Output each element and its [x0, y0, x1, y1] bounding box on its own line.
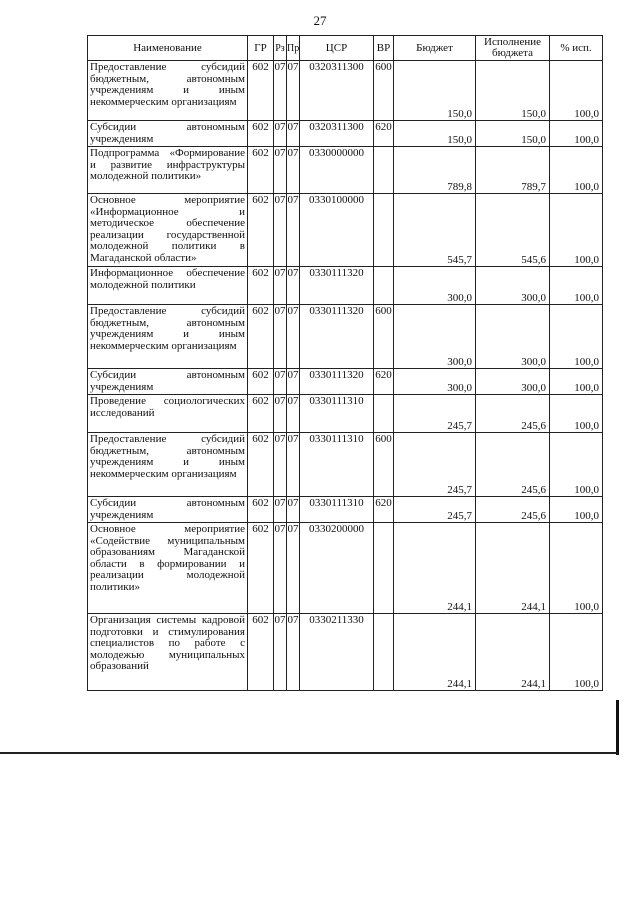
- header-budget: Бюджет: [394, 36, 476, 61]
- cell-pct: 100,0: [550, 267, 603, 305]
- cell-pr: 07: [287, 433, 300, 497]
- cell-csr: 0330111320: [300, 305, 374, 369]
- header-rz: Рз: [274, 36, 287, 61]
- cell-budget: 245,7: [394, 433, 476, 497]
- cell-csr: 0330211330: [300, 614, 374, 691]
- cell-csr: 0330111320: [300, 267, 374, 305]
- cell-budget: 150,0: [394, 61, 476, 121]
- cell-pr: 07: [287, 61, 300, 121]
- cell-budget: 545,7: [394, 194, 476, 267]
- cell-budget: 244,1: [394, 523, 476, 614]
- cell-name: Проведение социологических исследований: [88, 395, 248, 433]
- cell-vr: 600: [374, 61, 394, 121]
- cell-budget: 150,0: [394, 121, 476, 147]
- cell-gr: 602: [248, 267, 274, 305]
- budget-table: [87, 35, 603, 691]
- table-row: [88, 267, 603, 305]
- cell-name: Подпрограмма «Формирование и развитие инфраструктуры молодежной политики»: [88, 147, 248, 194]
- cell-vr: 620: [374, 497, 394, 523]
- cell-execution: 300,0: [476, 369, 550, 395]
- cell-csr: 0330111320: [300, 369, 374, 395]
- cell-name: Предоставление субсидий бюджетным, автономным учреждениям и иным некоммерческим организациям: [88, 305, 248, 369]
- table-row: [88, 121, 603, 147]
- cell-csr: 0320311300: [300, 61, 374, 121]
- cell-pr: 07: [287, 121, 300, 147]
- cell-vr: [374, 267, 394, 305]
- cell-pr: 07: [287, 369, 300, 395]
- cell-gr: 602: [248, 147, 274, 194]
- scan-bottom-line: [0, 752, 618, 754]
- cell-gr: 602: [248, 614, 274, 691]
- scan-edge-line: [616, 700, 619, 755]
- cell-budget: 300,0: [394, 369, 476, 395]
- cell-execution: 300,0: [476, 267, 550, 305]
- cell-pct: 100,0: [550, 194, 603, 267]
- table-row: [88, 395, 603, 433]
- cell-budget: 245,7: [394, 395, 476, 433]
- cell-rz: 07: [274, 523, 287, 614]
- page-number: 27: [313, 13, 327, 28]
- cell-pr: 07: [287, 395, 300, 433]
- cell-name: Основное мероприятие «Информационное и методическое обеспечение реализации государственной молодежной политики в Магаданской области»: [88, 194, 248, 267]
- header-vr: ВР: [374, 36, 394, 61]
- cell-gr: 602: [248, 61, 274, 121]
- cell-name: Предоставление субсидий бюджетным, автономным учреждениям и иным некоммерческим организациям: [88, 61, 248, 121]
- cell-pr: 07: [287, 194, 300, 267]
- cell-vr: 620: [374, 121, 394, 147]
- cell-csr: 0330100000: [300, 194, 374, 267]
- cell-vr: [374, 395, 394, 433]
- cell-execution: 300,0: [476, 305, 550, 369]
- cell-execution: 245,6: [476, 433, 550, 497]
- cell-rz: 07: [274, 61, 287, 121]
- cell-vr: [374, 147, 394, 194]
- table-row: [88, 497, 603, 523]
- cell-vr: 620: [374, 369, 394, 395]
- table-row: [88, 369, 603, 395]
- cell-name: Субсидии автономным учреждениям: [88, 369, 248, 395]
- cell-gr: 602: [248, 369, 274, 395]
- cell-pct: 100,0: [550, 433, 603, 497]
- cell-pct: 100,0: [550, 523, 603, 614]
- cell-rz: 07: [274, 267, 287, 305]
- header-name: Наименование: [88, 36, 248, 61]
- cell-vr: 600: [374, 433, 394, 497]
- cell-rz: 07: [274, 194, 287, 267]
- table-row: [88, 61, 603, 121]
- table-row: [88, 433, 603, 497]
- cell-execution: 245,6: [476, 497, 550, 523]
- header-pr: Пр: [287, 36, 300, 61]
- cell-rz: 07: [274, 121, 287, 147]
- cell-budget: 300,0: [394, 305, 476, 369]
- cell-execution: 244,1: [476, 614, 550, 691]
- cell-vr: 600: [374, 305, 394, 369]
- cell-name: Предоставление субсидий бюджетным, автономным учреждениям и иным некоммерческим организациям: [88, 433, 248, 497]
- header-pct: % исп.: [550, 36, 603, 61]
- cell-execution: 150,0: [476, 121, 550, 147]
- cell-execution: 545,6: [476, 194, 550, 267]
- cell-pct: 100,0: [550, 305, 603, 369]
- cell-execution: 244,1: [476, 523, 550, 614]
- cell-pct: 100,0: [550, 121, 603, 147]
- cell-name: Информационное обеспечение молодежной политики: [88, 267, 248, 305]
- cell-name: Субсидии автономным учреждениям: [88, 121, 248, 147]
- cell-pct: 100,0: [550, 395, 603, 433]
- cell-pct: 100,0: [550, 614, 603, 691]
- cell-pct: 100,0: [550, 497, 603, 523]
- cell-rz: 07: [274, 497, 287, 523]
- cell-budget: 245,7: [394, 497, 476, 523]
- cell-csr: 0330111310: [300, 497, 374, 523]
- cell-execution: 245,6: [476, 395, 550, 433]
- cell-vr: [374, 194, 394, 267]
- table-row: [88, 614, 603, 691]
- cell-budget: 789,8: [394, 147, 476, 194]
- cell-execution: 789,7: [476, 147, 550, 194]
- header-gr: ГР: [248, 36, 274, 61]
- cell-gr: 602: [248, 523, 274, 614]
- table-header-row: [88, 36, 603, 61]
- table-row: [88, 147, 603, 194]
- cell-csr: 0330000000: [300, 147, 374, 194]
- cell-gr: 602: [248, 194, 274, 267]
- cell-pr: 07: [287, 305, 300, 369]
- cell-budget: 244,1: [394, 614, 476, 691]
- cell-csr: 0330200000: [300, 523, 374, 614]
- cell-gr: 602: [248, 497, 274, 523]
- cell-csr: 0320311300: [300, 121, 374, 147]
- cell-gr: 602: [248, 121, 274, 147]
- cell-pct: 100,0: [550, 147, 603, 194]
- cell-gr: 602: [248, 433, 274, 497]
- header-csr: ЦСР: [300, 36, 374, 61]
- cell-rz: 07: [274, 433, 287, 497]
- cell-rz: 07: [274, 369, 287, 395]
- cell-rz: 07: [274, 147, 287, 194]
- cell-csr: 0330111310: [300, 433, 374, 497]
- cell-csr: 0330111310: [300, 395, 374, 433]
- table-row: [88, 305, 603, 369]
- cell-pr: 07: [287, 614, 300, 691]
- cell-name: Организация системы кадровой подготовки и стимулирования специалистов по работе с молодежью муниципальных образований: [88, 614, 248, 691]
- cell-rz: 07: [274, 305, 287, 369]
- cell-budget: 300,0: [394, 267, 476, 305]
- cell-name: Основное мероприятие «Содействие муниципальным образованиям Магаданской области в формировании и реализации молодежной политики»: [88, 523, 248, 614]
- cell-gr: 602: [248, 305, 274, 369]
- cell-pr: 07: [287, 523, 300, 614]
- cell-name: Субсидии автономным учреждениям: [88, 497, 248, 523]
- cell-vr: [374, 614, 394, 691]
- cell-pr: 07: [287, 147, 300, 194]
- cell-pct: 100,0: [550, 369, 603, 395]
- cell-gr: 602: [248, 395, 274, 433]
- cell-execution: 150,0: [476, 61, 550, 121]
- cell-pct: 100,0: [550, 61, 603, 121]
- header-execution: Исполнение бюджета: [476, 36, 550, 61]
- cell-pr: 07: [287, 267, 300, 305]
- table-row: [88, 523, 603, 614]
- cell-pr: 07: [287, 497, 300, 523]
- cell-rz: 07: [274, 614, 287, 691]
- cell-rz: 07: [274, 395, 287, 433]
- cell-vr: [374, 523, 394, 614]
- table-row: [88, 194, 603, 267]
